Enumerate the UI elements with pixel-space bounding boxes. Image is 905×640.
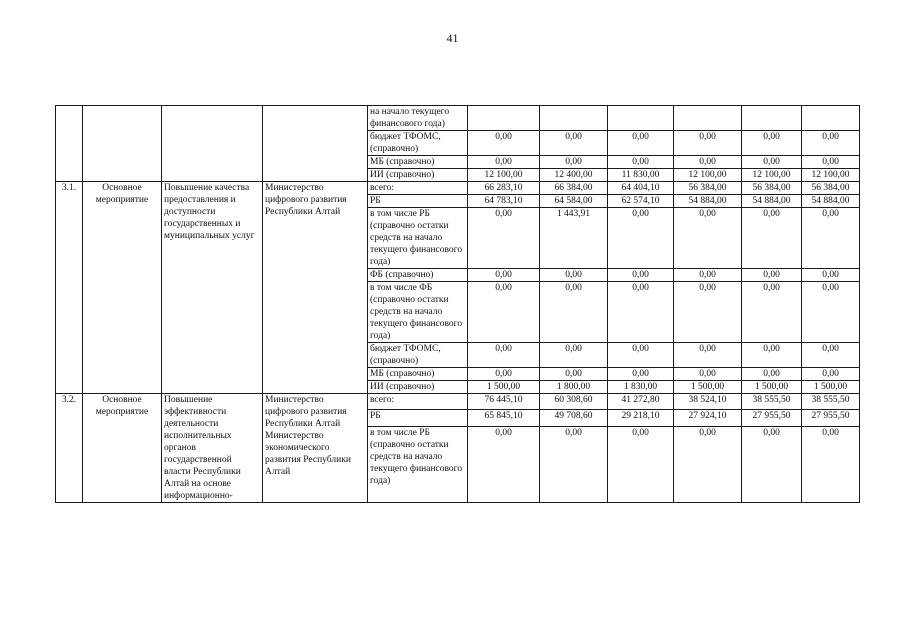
funding-source-cell: бюджет ТФОМС, (справочно) [368,131,468,156]
amount-cell: 0,00 [468,282,540,343]
amount-cell: 60 308,60 [540,394,608,410]
funding-source-cell: в том числе РБ (справочно остатки средств на начало текущего финансового года) [368,208,468,269]
amount-cell: 56 384,00 [802,182,860,195]
amount-cell [742,106,802,131]
amount-cell: 0,00 [674,131,742,156]
row-id-cell: 3.2. [56,394,83,503]
amount-cell: 0,00 [468,269,540,282]
amount-cell: 0,00 [802,343,860,368]
amount-cell: 66 384,00 [540,182,608,195]
funding-source-cell: ИИ (справочно) [368,381,468,394]
amount-cell: 0,00 [468,368,540,381]
amount-cell: 76 445,10 [468,394,540,410]
amount-cell: 0,00 [802,368,860,381]
amount-cell: 0,00 [742,368,802,381]
row-type-cell: Основное мероприятие [83,394,162,503]
budget-table [55,105,860,503]
amount-cell: 0,00 [468,208,540,269]
amount-cell: 54 884,00 [742,195,802,208]
amount-cell: 0,00 [802,282,860,343]
amount-cell: 0,00 [540,131,608,156]
amount-cell: 0,00 [742,282,802,343]
amount-cell [802,106,860,131]
amount-cell: 0,00 [742,426,802,502]
amount-cell: 0,00 [468,426,540,502]
amount-cell: 54 884,00 [674,195,742,208]
funding-source-cell: в том числе РБ (справочно остатки средств на начало текущего финансового года) [368,426,468,502]
amount-cell: 0,00 [802,208,860,269]
amount-cell: 0,00 [540,343,608,368]
amount-cell: 0,00 [540,368,608,381]
row-type-cell [83,106,162,182]
row-executor-cell: Министерство цифрового развития Республики Алтай Министерство экономического развития Республики Алтай [263,394,368,503]
row-executor-cell: Министерство цифрового развития Республики Алтай [263,182,368,394]
amount-cell: 38 524,10 [674,394,742,410]
amount-cell: 0,00 [608,282,674,343]
row-name-cell: Повышение качества предоставления и доступности государственных и муниципальных услуг [162,182,263,394]
amount-cell: 0,00 [802,156,860,169]
amount-cell: 0,00 [540,156,608,169]
amount-cell: 66 283,10 [468,182,540,195]
amount-cell: 0,00 [608,208,674,269]
amount-cell: 0,00 [468,343,540,368]
amount-cell: 0,00 [802,269,860,282]
row-executor-cell [263,106,368,182]
funding-source-cell: всего: [368,182,468,195]
amount-cell: 64 783,10 [468,195,540,208]
amount-cell: 1 800,00 [540,381,608,394]
funding-source-cell: в том числе ФБ (справочно остатки средств на начало текущего финансового года) [368,282,468,343]
amount-cell: 49 708,60 [540,410,608,426]
amount-cell: 12 100,00 [468,169,540,182]
amount-cell: 1 500,00 [802,381,860,394]
amount-cell: 54 884,00 [802,195,860,208]
amount-cell: 0,00 [608,156,674,169]
amount-cell: 0,00 [742,131,802,156]
amount-cell: 0,00 [742,269,802,282]
amount-cell: 0,00 [674,282,742,343]
row-type-cell: Основное мероприятие [83,182,162,394]
amount-cell: 65 845,10 [468,410,540,426]
amount-cell: 1 500,00 [468,381,540,394]
funding-source-cell: ИИ (справочно) [368,169,468,182]
funding-source-cell: всего: [368,394,468,410]
amount-cell: 0,00 [674,426,742,502]
amount-cell: 27 924,10 [674,410,742,426]
table-row [56,106,860,131]
amount-cell: 41 272,80 [608,394,674,410]
amount-cell [468,106,540,131]
amount-cell: 29 218,10 [608,410,674,426]
row-name-cell: Повышение эффективности деятельности исполнительных органов государственной власти Республики Алтай на основе информационно- [162,394,263,503]
amount-cell: 27 955,50 [802,410,860,426]
amount-cell: 0,00 [540,426,608,502]
funding-source-cell: бюджет ТФОМС, (справочно) [368,343,468,368]
amount-cell: 0,00 [608,343,674,368]
amount-cell [608,106,674,131]
funding-source-cell: РБ [368,195,468,208]
amount-cell: 1 500,00 [742,381,802,394]
amount-cell: 1 500,00 [674,381,742,394]
amount-cell: 0,00 [742,343,802,368]
amount-cell: 0,00 [674,368,742,381]
amount-cell: 0,00 [468,131,540,156]
row-name-cell [162,106,263,182]
table-row [56,182,860,195]
amount-cell [674,106,742,131]
amount-cell: 0,00 [540,282,608,343]
amount-cell: 1 830,00 [608,381,674,394]
funding-source-cell: РБ [368,410,468,426]
amount-cell: 64 404,10 [608,182,674,195]
funding-source-cell: МБ (справочно) [368,156,468,169]
amount-cell: 0,00 [674,208,742,269]
amount-cell: 11 830,00 [608,169,674,182]
amount-cell: 62 574,10 [608,195,674,208]
amount-cell: 12 400,00 [540,169,608,182]
amount-cell: 38 555,50 [742,394,802,410]
amount-cell: 0,00 [674,269,742,282]
amount-cell: 0,00 [674,156,742,169]
amount-cell: 0,00 [802,426,860,502]
funding-source-cell: МБ (справочно) [368,368,468,381]
amount-cell: 12 100,00 [802,169,860,182]
amount-cell: 56 384,00 [742,182,802,195]
amount-cell: 0,00 [540,269,608,282]
amount-cell: 38 555,50 [802,394,860,410]
table-row [56,394,860,410]
amount-cell: 0,00 [608,368,674,381]
amount-cell: 64 584,00 [540,195,608,208]
page-number: 41 [446,31,459,45]
funding-source-cell: на начало текущего финансового года) [368,106,468,131]
amount-cell: 0,00 [742,208,802,269]
row-id-cell [56,106,83,182]
amount-cell: 0,00 [608,269,674,282]
amount-cell: 0,00 [802,131,860,156]
amount-cell: 0,00 [608,426,674,502]
funding-source-cell: ФБ (справочно) [368,269,468,282]
amount-cell: 0,00 [468,156,540,169]
amount-cell: 12 100,00 [674,169,742,182]
row-id-cell: 3.1. [56,182,83,394]
amount-cell: 0,00 [674,343,742,368]
amount-cell: 1 443,91 [540,208,608,269]
amount-cell: 0,00 [608,131,674,156]
amount-cell: 56 384,00 [674,182,742,195]
amount-cell [540,106,608,131]
table-body [56,106,860,503]
amount-cell: 27 955,50 [742,410,802,426]
amount-cell: 12 100,00 [742,169,802,182]
amount-cell: 0,00 [742,156,802,169]
